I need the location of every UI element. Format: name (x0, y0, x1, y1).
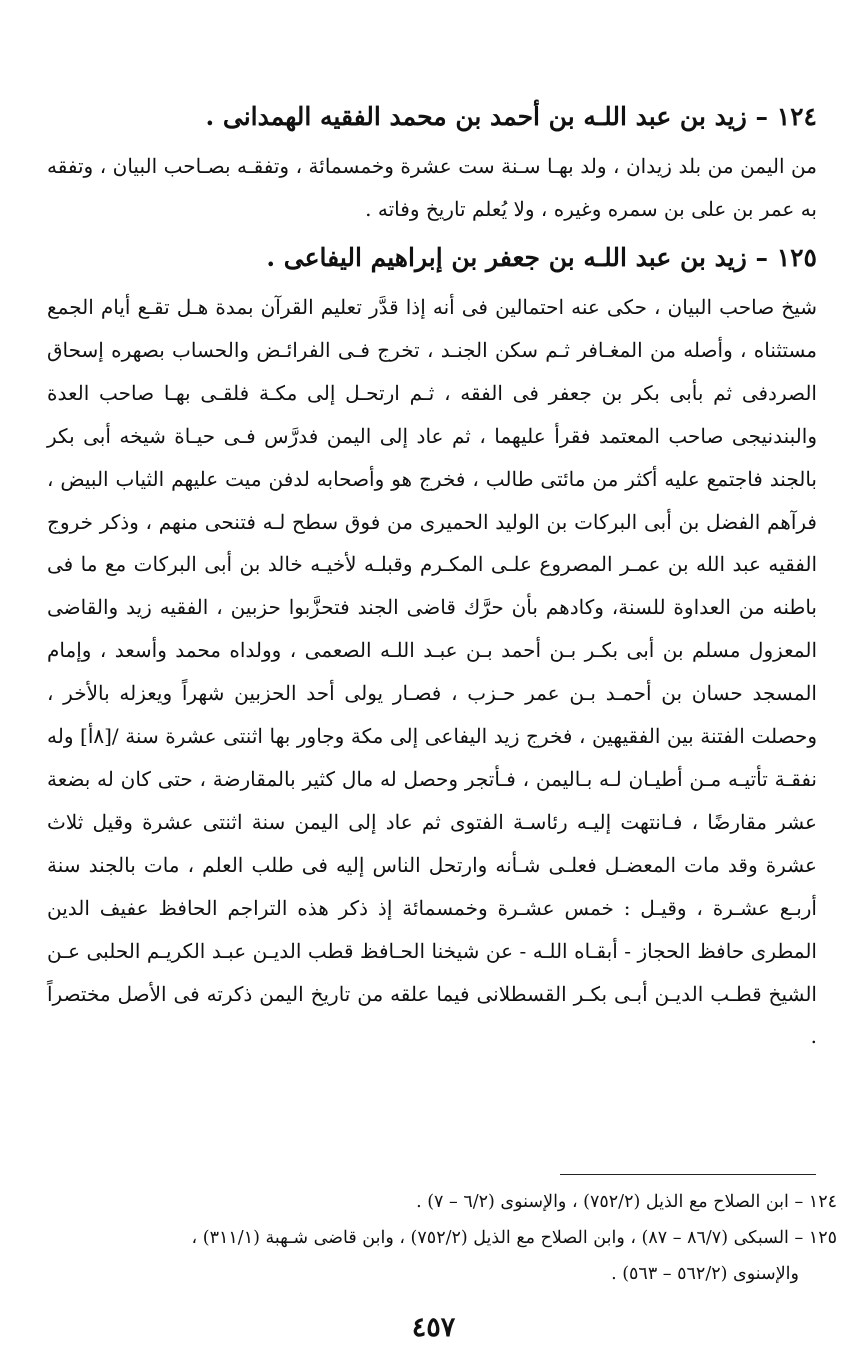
entry-124-body: من اليمن من بلد زيدان ، ولد بهـا سـنة ست عشرة وخمسمائة ، وتفقـه بصـاحب البيان ، وتفقه به عمر بن على بن سمره وغيره ، ولا يُعلم تاريخ وفاته . (47, 154, 817, 221)
entry-125-heading: ١٢٥ – زيد بن عبد اللـه بن جعفر بن إبراهيم اليفاعى . (266, 243, 817, 272)
footnotes (47, 1184, 837, 1292)
entry-124-heading: ١٢٤ – زيد بن عبد اللـه بن أحمد بن محمد الفقيه الهمدانى . (205, 102, 817, 131)
footnote-124: ١٢٤ – ابن الصلاح مع الذيل (٧٥٢/٢) ، والإسنوى (٦/٢ – ٧) . (416, 1192, 837, 1212)
footnote-125-continuation: والإسنوى (٥٦٢/٢ – ٥٦٣) . (611, 1264, 799, 1284)
footnote-125: ١٢٥ – السبكى (٨٦/٧ – ٨٧) ، وابن الصلاح مع الذيل (٧٥٢/٢) ، وابن قاضى شـهبة (٣١١/١) ، (191, 1228, 837, 1248)
page-number: ٤٥٧ (411, 1312, 456, 1343)
footnote-separator (560, 1174, 816, 1175)
entry-125-body: شيخ صاحب البيان ، حكى عنه احتمالين فى أنه إذا قدَّر تعليم القرآن بمدة هـل تقـع أيام الجمع مستثناه ، وأصله من المغـافر ثـم سكن الجنـد ، تخرج فـى الفرائـض والحساب بصهره إسحاق الصردفى ثم بأبى بكر بن جعفر فى الفقه ، ثـم ارتحـل إلى مكـة فلقـى بهـا صاحب العدة والبندنيجى صاحب المعتمد فقرأ عليهما ، ثم عاد إلى اليمن فدرَّس فـى حيـاة شيخه أبى بكر بالجند فاجتمع عليه أكثر من مائتى طالب ، فخرج هو وأصحابه لدفن ميت عليهم الثياب البيض ، فرآهم الفضل بن أبى البركات بن الوليد الحميرى من فوق سطح لـه فتنحى منهم ، وذكر خروج الفقيه عبد الله بن عمـر المصروع علـى المكـرم وقبلـه لأخيـه خالد بن أبى البركات مع ما فى باطنه من العداوة للسنة، وكادهم بأن حرَّك قاضى الجند فتحزَّبوا حزبين ، الفقيه زيد والقاضى المعزول مسلم بن أبى بكـر بـن أحمد بـن عبـد اللـه الصعمى ، وولداه محمد وأسعد ، وإمام المسجد حسان بن أحمـد بـن عمر حـزب ، فصـار يولى أحد الحزبين شهراً ويعزله بالأخر ، وحصلت الفتنة بين الفقيهين ، فخرج زيد اليفاعى إلى مكة وجاور بها اثنتى عشرة سنة /[٨أ] وله نفقـة تأتيـه مـن أطيـان لـه بـاليمن ، فـأتجر وحصل له مال كثير بالمقارضة ، حتى كان له بضعة عشر مقارضًا ، فـانتهت إليـه رئاسـة الفتوى ثم عاد إلى اليمن سنة اثنتى عشرة وقيل ثلاث عشرة وقد مات المعضـل فعلـى شـأنه وارتحل الناس إليه فى طلب العلم ، مات بالجند سنة أربـع عشـرة ، وقيـل : خمس عشـرة وخمسمائة إذ ذكر هذه التراجم الحافظ عفيف الدين المطرى حافظ الحجاز - أبقـاه اللـه - عن شيخنا الحـافظ قطب الديـن عبـد الكريـم الحلبى عـن الشيخ قطـب الديـن أبـى بكـر القسطلانى فيما علقه من تاريخ اليمن ذكرته فى الأصل مختصراً . (47, 295, 817, 1049)
